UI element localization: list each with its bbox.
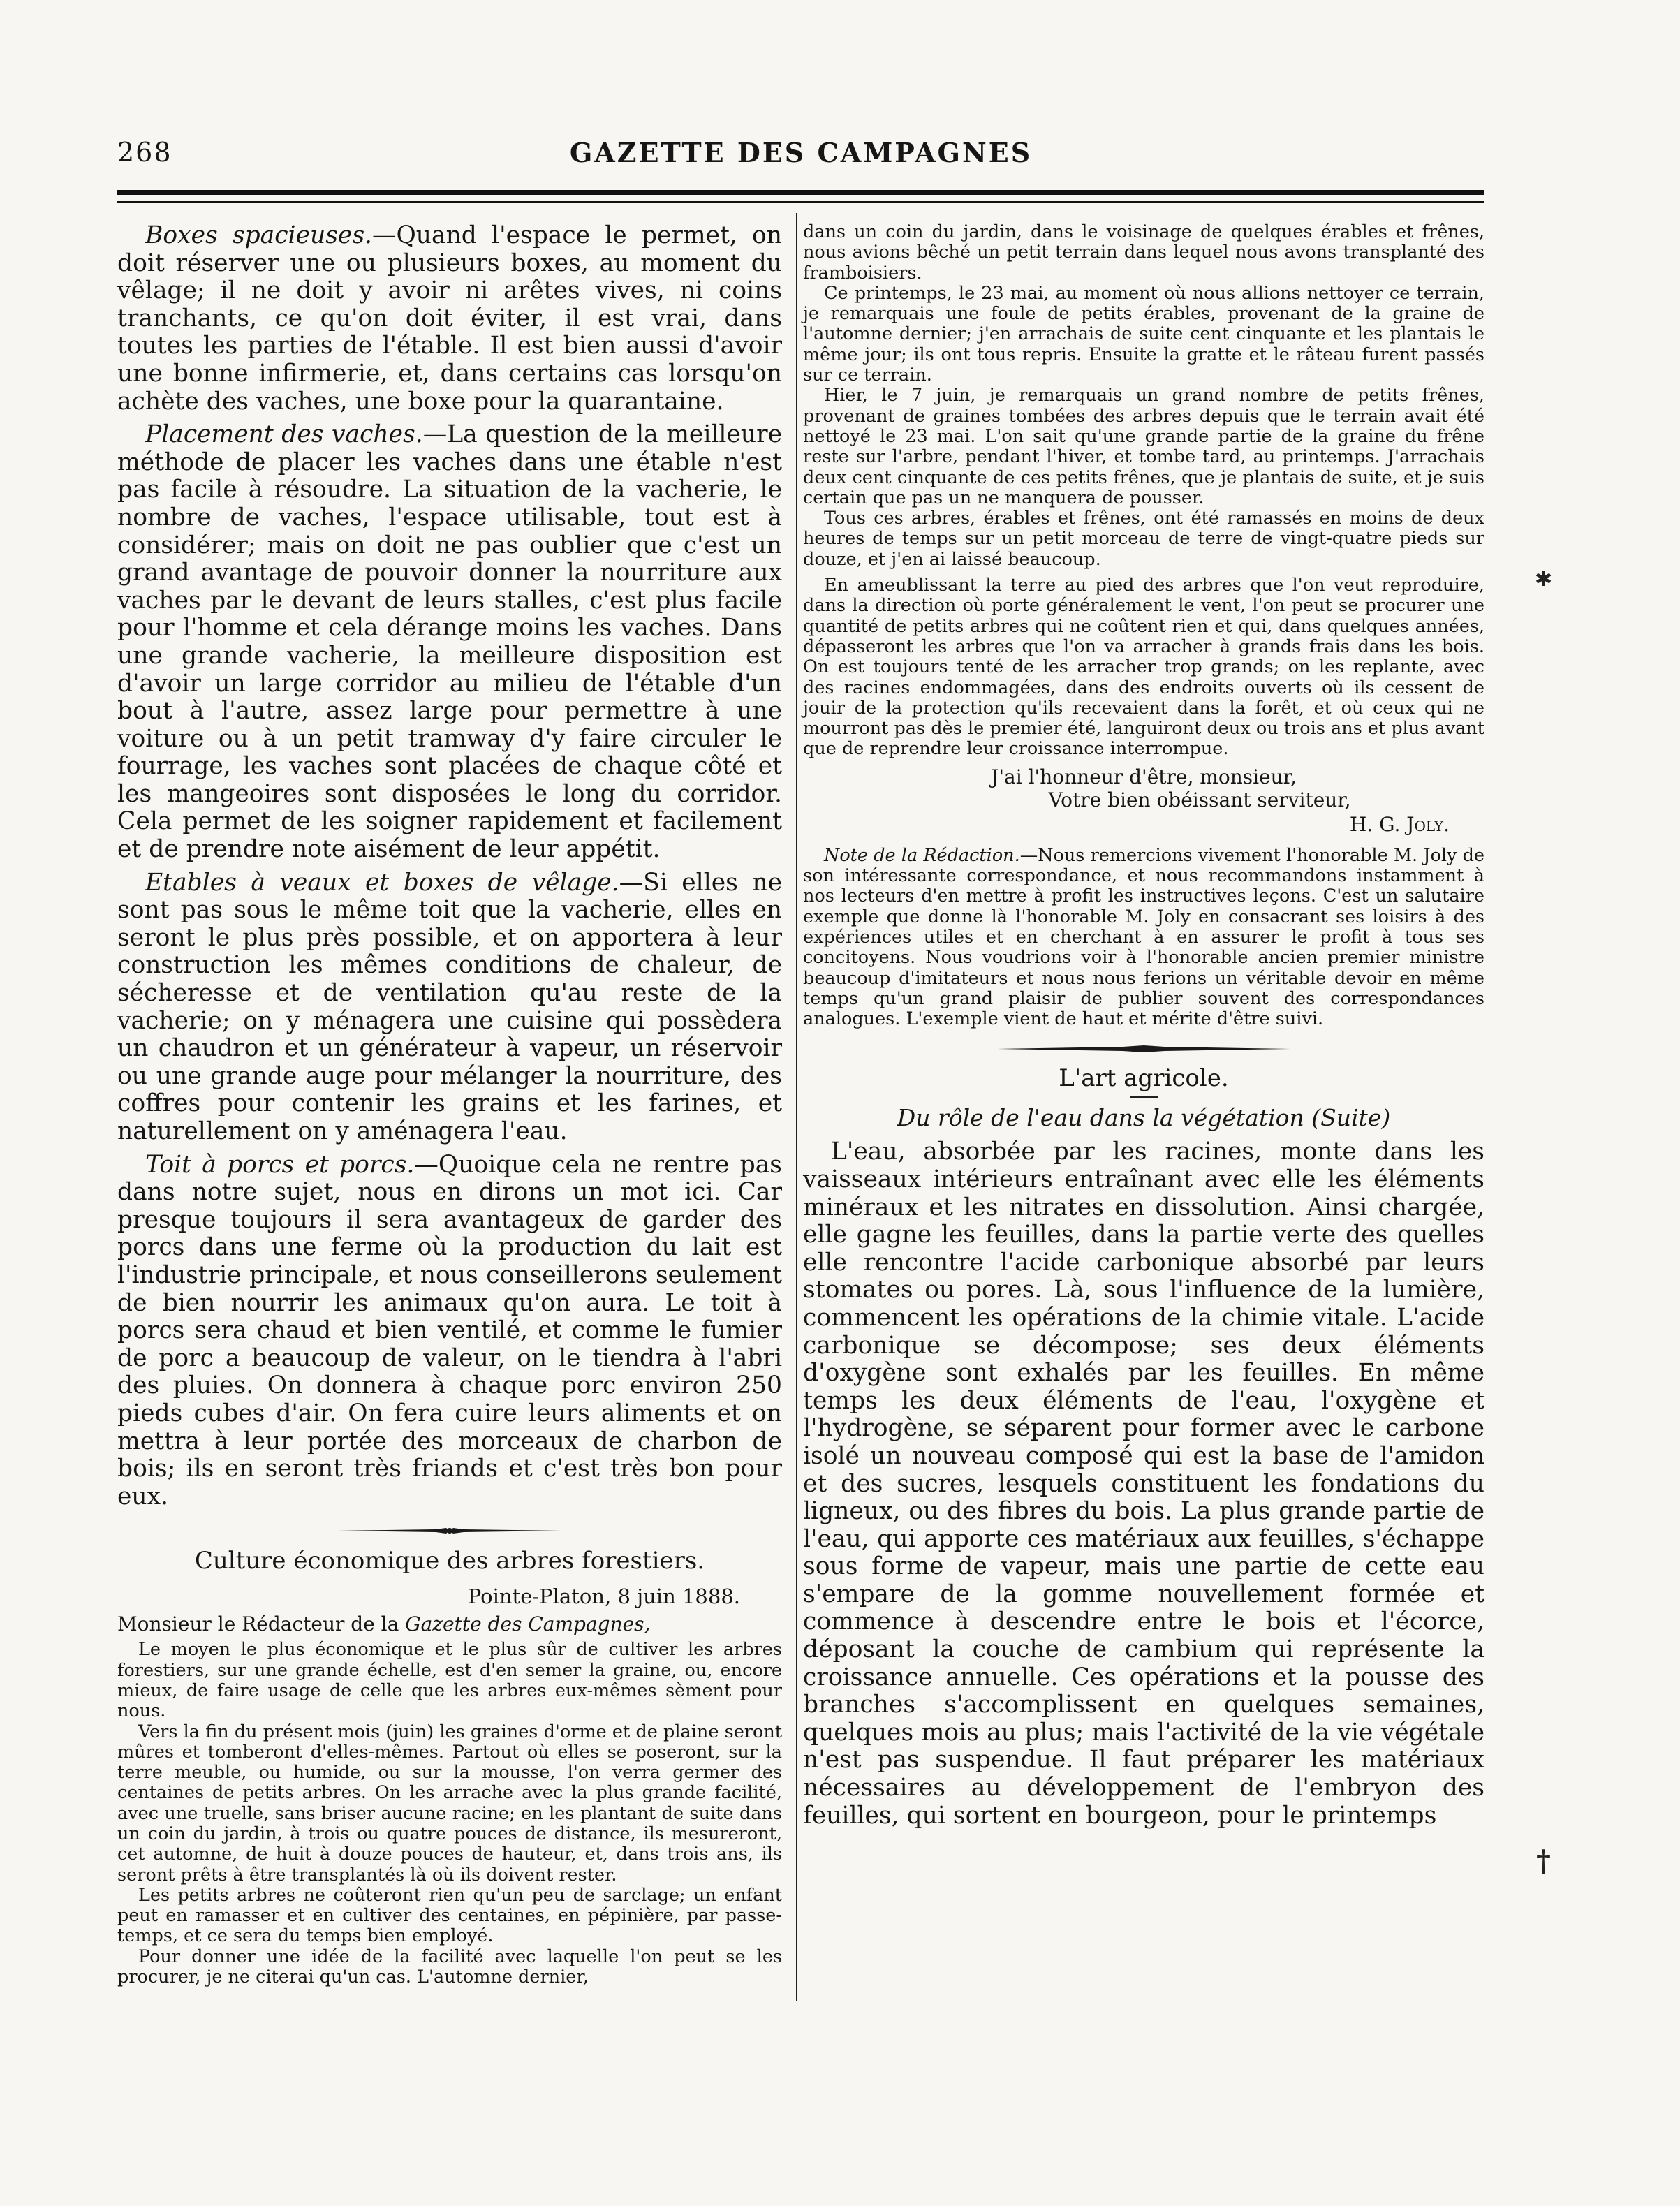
letter-paragraph: Pour donner une idée de la facilité avec laquelle l'on peut se les procurer, je ne citerai qu'un cas. L'automne dernier, <box>117 1946 782 1988</box>
letter-paragraph: dans un coin du jardin, dans le voisinage de quelques érables et frênes, nous avions bêché un petit terrain dans lequel nous avons transplanté des framboisiers. <box>803 221 1484 284</box>
paragraph-text: —Quand l'espace le permet, on doit réserver une ou plusieurs boxes, au moment du vêlage; il ne doit y avoir ni arêtes vives, ni coins tranchants, ce qu'on doit éviter, il est vrai, dans toutes les parties de l'étable. Il est bien aussi d'avoir une bonne infirmerie, et, dans certains cas lorsqu'on achète des vaches, une boxe pour la quarantaine. <box>117 221 782 416</box>
salutation-text: Monsieur le Rédacteur de la <box>117 1612 406 1636</box>
header-rule-thin <box>117 201 1484 203</box>
paragraph-placement <box>117 421 782 864</box>
paragraph-heading: Toit à porcs et porcs. <box>145 1150 415 1179</box>
title-rule <box>1130 1096 1158 1098</box>
paragraph-text: —Quoique cela ne rentre pas dans notre sujet, nous en dirons un mot ici. Car presque toujours il sera avantageux de garder des porcs dans une ferme où la production du lait est l'industrie principale, et nous conseillerons seulement de bien nourrir les animaux qu'on aura. Le toit à porcs sera chaud et bien ventilé, et comme le fumier de porc a beaucoup de valeur, on le tiendra à l'abri des pluies. On donnera à chaque porc environ 250 pieds cubes d'air. On fera cuire leurs aliments et on mettra à leur portée des morceaux de charbon de bois; ils en seront très friands et c'est très bon pour eux. <box>117 1150 783 1510</box>
header-rule-thick <box>117 190 1484 195</box>
article-paragraph: L'eau, absorbée par les racines, monte dans les vaisseaux intérieurs entraînant avec elle les éléments minéraux et les nitrates en dissolution. Ainsi chargée, elle gagne les feuilles, dans la partie verte des quelles elle rencontre l'acide carbonique absorbé par leurs stomates ou pores. Là, sous l'influence de la lumière, commencent les opérations de la chimie vitale. L'acide carbonique se décompose; ses deux éléments d'oxygène sont exhalés par les feuilles. En même temps les deux éléments de l'eau, l'oxygène et l'hydrogène, se séparent pour former avec le carbone isolé un nouveau composé qui est la base de l'amidon et des sucres, lesquels constituent les fondations du ligneux, ou des fibres du bois. La plus grande partie de l'eau, qui apporte ces matériaux aux feuilles, s'échappe sous forme de vapeur, mais une partie de cette eau s'empare de la gomme nouvellement formée et commence à descendre entre le bois et l'écorce, déposant la couche de cambium qui représente la croissance annuelle. Ces opérations et la pousse des branches s'accomplissent en quelques semaines, quelques mois au plus; mais l'activité de la vie végétale n'est pas suspendue. Il faut préparer les matériaux nécessaires au développement de l'embryon des feuilles, qui sortent en bourgeon, pour le printemps <box>803 1138 1484 1830</box>
signature: H. G. Joly. <box>1349 812 1450 836</box>
paragraph-porcs <box>117 1152 782 1511</box>
section-ornament <box>338 1526 561 1536</box>
paragraph-boxes <box>117 222 782 416</box>
closing-line: Votre bien obéissant serviteur, <box>1048 788 1351 811</box>
paragraph-text: —La question de la meilleure méthode de placer les vaches dans une étable n'est pas facile à résoudre. La situation de la vacherie, le nombre de vaches, l'espace utilisable, tout est à considérer; mais on doit ne pas oublier que c'est un grand avantage de pouvoir donner la nourriture aux vaches par le devant de leurs stalles, c'est plus facile pour l'homme et cela dérange moins les vaches. Dans une grande vacherie, la meilleure disposition est d'avoir un large corridor au milieu de l'étable d'un bout à l'autre, assez large pour permettre à une voiture ou à un petit tramway d'y faire circuler le fourrage, les vaches sont placées de chaque côté et les mangeoires sont disposées le long du corridor. Cela permet de les soigner rapidement et facilement et de prendre note aisément de leur appétit. <box>117 420 782 864</box>
margin-mark-asterisk: ✱ <box>1535 567 1553 591</box>
letter-paragraph: En ameublissant la terre au pied des arbres que l'on veut reproduire, dans la direction où porte généralement le vent, l'on peut se procurer une quantité de petits arbres qui ne coûtent rien et qui, dans quelques années, dépasseront les arbres que l'on va arracher à grands frais dans les bois. On est toujours tenté de les arracher trop grands; on les replante, avec des racines endommagées, dans des endroits ouverts où ils cessent de jouir de la protection qu'ils recevaient dans la forêt, et où ceux qui ne mourront pas dès le premier été, languiront deux ou trois ans et plus avant que de reprendre leur croissance interrompue. <box>803 575 1484 760</box>
letter-paragraph: Les petits arbres ne coûteront rien qu'un peu de sarclage; un enfant peut en ramasser et en cultiver des centaines, en pépinière, par passe-temps, et ce sera du temps bien employé. <box>117 1884 782 1947</box>
letter-paragraph: Vers la fin du présent mois (juin) les graines d'orme et de plaine seront mûres et tomberont d'elles-mêmes. Partout où elles se poseront, sur la terre meuble, ou humide, ou sur la mousse, l'on verra germer des centaines de petits arbres. On les arrache avec la plus grande facilité, avec une truelle, sans briser aucune racine; en les plantant de suite dans un coin du jardin, à trois ou quatre pouces de distance, ils mesureront, cet automne, de huit à douze pouces de hauteur, et, dans trois ans, ils seront prêts à être transplantés là où ils doivent rester. <box>117 1721 782 1885</box>
letter-paragraph: Ce printemps, le 23 mai, au moment où nous allions nettoyer ce terrain, je remarquais une foule de petits érables, provenant de la graine de l'automne dernier; j'en arrachais de suite cent cinquante et les plantais le même jour; ils ont tous repris. Ensuite la gratte et le râteau furent passés sur ce terrain. <box>803 282 1484 386</box>
margin-mark-dagger: † <box>1536 1844 1551 1878</box>
left-column <box>117 222 782 1987</box>
running-title: GAZETTE DES CAMPAGNES <box>569 137 1033 168</box>
paragraph-text: —Si elles ne sont pas sous le même toit que la vacherie, elles en seront le plus près possible, et on apportera à leur construction les mêmes conditions de chaleur, de sécheresse et de ventilation qu'au reste de la vacherie; on y ménagera une cuisine qui possèdera un chaudron et un générateur à vapeur, un réservoir ou une grande auge pour mélanger la nourriture, des coffres pour contenir les grains et les farines, et naturellement on y aménagera l'eau. <box>117 868 782 1145</box>
letter-paragraph: Tous ces arbres, érables et frênes, ont été ramassés en moins de deux heures de temps sur un petit morceau de terre de vingt-quatre pieds sur douze, et j'en ai laissé beaucoup. <box>803 508 1484 570</box>
note-heading: Note de la Rédaction. <box>824 844 1020 866</box>
editor-note <box>803 846 1484 1030</box>
paragraph-heading: Etables à veaux et boxes de vêlage. <box>145 868 619 897</box>
section-title-culture: Culture économique des arbres forestiers. <box>194 1547 705 1575</box>
column-divider <box>796 213 797 2001</box>
salutation <box>117 1612 782 1635</box>
paragraph-heading: Placement des vaches. <box>145 420 423 449</box>
section-ornament <box>997 1045 1290 1053</box>
right-column <box>803 222 1484 1830</box>
dateline: Pointe-Platon, 8 juin 1888. <box>467 1584 740 1609</box>
letter-paragraph: Hier, le 7 juin, je remarquais un grand nombre de petits frênes, provenant de graines tombées des arbres depuis que le terrain avait été nettoyé le 23 mai. L'on sait qu'une grande partie de la graine du frêne reste sur l'arbre, pendant l'hiver, et tombe tard, au printemps. J'arrachais deux cent cinquante de ces petits frênes, que je plantais de suite, et je suis certain que pas un ne manquera de pousser. <box>803 385 1484 508</box>
page-number: 268 <box>117 137 172 168</box>
gazette-name: Gazette des Campagnes, <box>405 1612 651 1636</box>
section-subtitle: Du rôle de l'eau dans la végétation (Suite) <box>897 1104 1391 1132</box>
section-title-art: L'art agricole. <box>1059 1064 1229 1093</box>
page-header <box>117 137 1484 172</box>
closing-line: J'ai l'honneur d'être, monsieur, <box>991 765 1297 788</box>
paragraph-etables <box>117 869 782 1146</box>
note-text: —Nous remercions vivement l'honorable M. Joly de son intéressante correspondance, et nous recommandons instamment à nos lecteurs d'en mettre à profit les instructives leçons. C'est un salutaire exemple que donne là l'honorable M. Joly en consacrant ses loisirs à des expériences utiles et en cherchant à en assurer le profit à tous ses concitoyens. Nous voudrions voir à l'honorable ancien premier ministre beaucoup d'imitateurs et nous nous ferions un véritable devoir en même temps qu'un grand plaisir de publier souvent des correspondances analogues. L'exemple vient de haut et mérite d'être suivi. <box>803 844 1484 1030</box>
paragraph-heading: Boxes spacieuses. <box>145 221 373 249</box>
letter-paragraph: Le moyen le plus économique et le plus sûr de cultiver les arbres forestiers, sur une grande échelle, est d'en semer la graine, ou, encore mieux, de faire usage de celle que les arbres eux-mêmes sèment pour nous. <box>117 1639 782 1722</box>
